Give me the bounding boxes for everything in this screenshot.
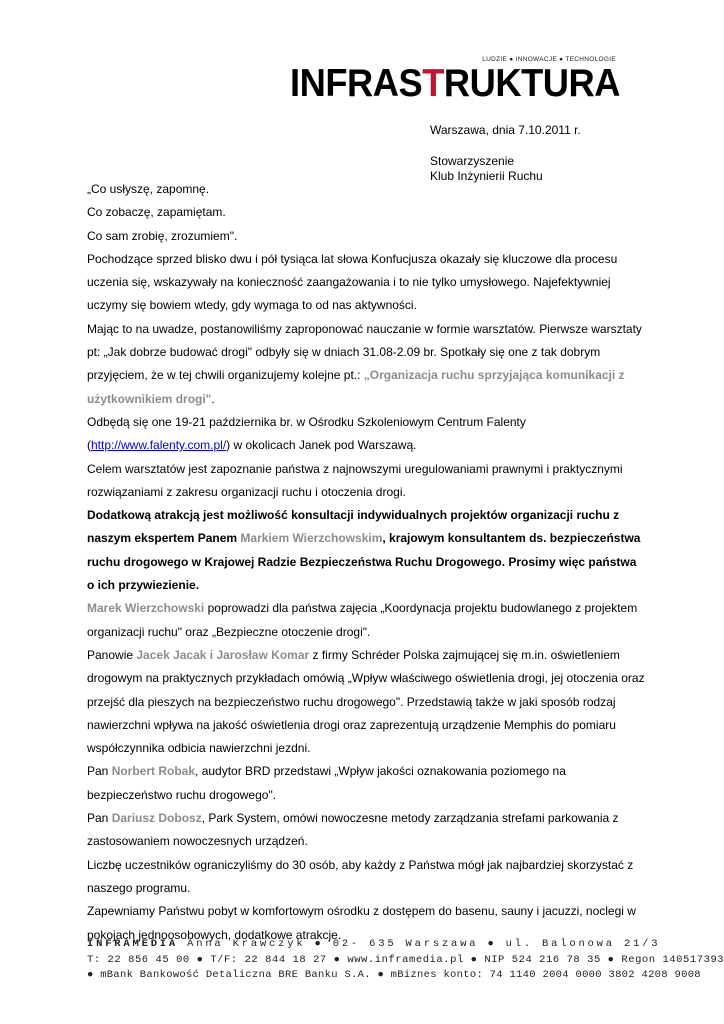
- footer-brand: INFRAMEDIA: [87, 938, 179, 950]
- quote-line-2: Co zobaczę, zapamiętam.: [87, 205, 226, 220]
- paragraph-speaker-3: [87, 760, 647, 807]
- footer-line-3: ● mBank Bankowość Detaliczna BRE Banku S.A. ● mBiznes konto: 74 1140 2004 0000 3802 4208 9008: [87, 969, 701, 981]
- letter-footer: [87, 937, 724, 984]
- expert-name: Markiem Wierzchowskim: [240, 531, 383, 546]
- company-logo: [290, 56, 622, 105]
- recipient-org-line1: Stowarzyszenie: [430, 154, 515, 168]
- paragraph-goal: Celem warsztatów jest zapoznanie państwa z najnowszymi uregulowaniami prawnymi i praktycznymi rozwiązaniami z zakresu organizacji ruchu i otoczenia drogi.: [87, 461, 623, 499]
- paragraph-speaker-2-prefix: Panowie: [87, 647, 137, 662]
- paragraph-accommodation: Zapewniamy Państwu pobyt w komfortowym ośrodku z dostępem do basenu, sauny i jacuzzi, noclegi w pokojach jednoosobowych, dodatkowe atrakcje.: [87, 904, 636, 942]
- paragraph-speaker-1-text: poprowadzi dla państwa zajęcia „Koordynacja projektu budowlanego z projektem organizacji ruchu" oraz „Bezpieczne otoczenie drogi".: [87, 601, 638, 639]
- paragraph-consultation-end: , krajowym konsultantem ds. bezpieczeństwa ruchu drogowego w Krajowej Radzie Bezpieczeństwa Ruchu Drogowego. Prosimy więc państwa o ich przywiezienie.: [87, 531, 641, 593]
- paragraph-venue-end: ) w okolicach Janek pod Warszawą.: [226, 438, 417, 453]
- footer-line-2: T: 22 856 45 00 ● T/F: 22 844 18 27 ● www.inframedia.pl ● NIP 524 216 78 35 ● Regon 140517393: [87, 953, 724, 966]
- paragraph-speaker-2-text: z firmy Schréder Polska zajmującej się m.in. oświetleniem drogowym na praktycznych przykładach omówią „Wpływ właściwego oświetlenia drogi, jej otoczenia oraz przejść dla pieszych na bezpieczeństwo ruchu drogowego". Przedstawią także w jaki sposób rodzaj nawierzchni wpływa na jakość oświetlenia drogi oraz zaprezentują urządzenie Memphis do pomiaru współczynnika odbicia nawierzchni jezdni.: [87, 647, 645, 756]
- paragraph-participants: Liczbę uczestników ograniczyliśmy do 30 osób, aby każdy z Państwa mógł jak najbardziej skorzystać z naszego programu.: [87, 857, 634, 895]
- footer-address: Anna Krawczyk ● 02- 635 Warszawa ● ul. Balonowa 21/3: [178, 938, 661, 950]
- letter-body: [87, 178, 647, 947]
- speaker-names-2: Jacek Jacak i Jarosław Komar: [136, 647, 310, 662]
- paragraph-speaker-3-prefix: Pan: [87, 764, 112, 779]
- paragraph-speaker-1: [87, 597, 647, 644]
- paragraph-speaker-2: [87, 644, 647, 760]
- speaker-name-3: Norbert Robak: [111, 764, 196, 779]
- paragraph-speaker-4-prefix: Pan: [87, 811, 112, 826]
- paragraph-workshops-end: .: [211, 391, 215, 406]
- logo-wordmark-pre: INFRAS: [290, 62, 423, 105]
- logo-wordmark-post: RUKTURA: [443, 62, 620, 105]
- paragraph-speaker-4-text: , Park System, omówi nowoczesne metody zarządzania strefami parkowania z zastosowaniem nowoczesnych urządzeń.: [87, 811, 619, 849]
- paragraph-consultation-text: Dodatkową atrakcją jest możliwość konsultacji indywidualnych projektów organizacji ruchu z naszym ekspertem Panem: [87, 508, 620, 546]
- paragraph-speaker-4: [87, 807, 647, 854]
- letter-date: Warszawa, dnia 7.10.2011 r.: [430, 123, 581, 137]
- paragraph-venue-text: Odbędą się one 19-21 października br. w Ośrodku Szkoleniowym Centrum Falenty (: [87, 414, 526, 453]
- logo-wordmark-accent: T: [422, 62, 444, 105]
- paragraph-workshops-text: Mając to na uwadze, postanowiliśmy zaproponować nauczanie w formie warsztatów. Pierwsze warsztaty pt: „Jak dobrze budować drogi" odbyły się w dniach 31.08-2.09 br. Spotkały się one z tak dobrym przyjęciem, że w tej chwili organizujemy kolejne pt.:: [87, 321, 642, 383]
- paragraph-venue: [87, 411, 647, 458]
- speaker-name-1: Marek Wierzchowski: [87, 601, 205, 616]
- logo-wordmark: [290, 64, 620, 104]
- paragraph-speaker-3-text: , audytor BRD przedstawi „Wpływ jakości oznakowania poziomego na bezpieczeństwo ruchu drogowego".: [87, 764, 566, 802]
- speaker-name-4: Dariusz Dobosz: [111, 811, 202, 826]
- logo-tagline: LUDZIE ● INNOWACJE ● TECHNOLOGIE: [482, 56, 616, 63]
- quote-line-1: „Co usłyszę, zapomnę.: [87, 182, 210, 196]
- paragraph-intro: Pochodzące sprzed blisko dwu i pół tysiąca lat słowa Konfucjusza okazały się kluczowe dla procesu uczenia się, wskazywały na konieczność zaangażowania i to nie tylko umysłowego. Najefektywniej uczymy się bowiem wtedy, gdy wymaga to od nas aktywności.: [87, 251, 618, 313]
- workshop-title: „Organizacja ruchu sprzyjająca komunikacji z użytkownikiem drogi": [87, 368, 625, 406]
- venue-link[interactable]: http://www.falenty.com.pl/: [91, 438, 227, 453]
- quote-line-3: Co sam zrobię, zrozumiem".: [87, 228, 238, 243]
- paragraph-consultation: [87, 504, 647, 597]
- paragraph-workshops: [87, 318, 647, 411]
- footer-line-1: [87, 937, 661, 953]
- recipient-org-line2: Klub Inżynierii Ruchu: [430, 169, 543, 183]
